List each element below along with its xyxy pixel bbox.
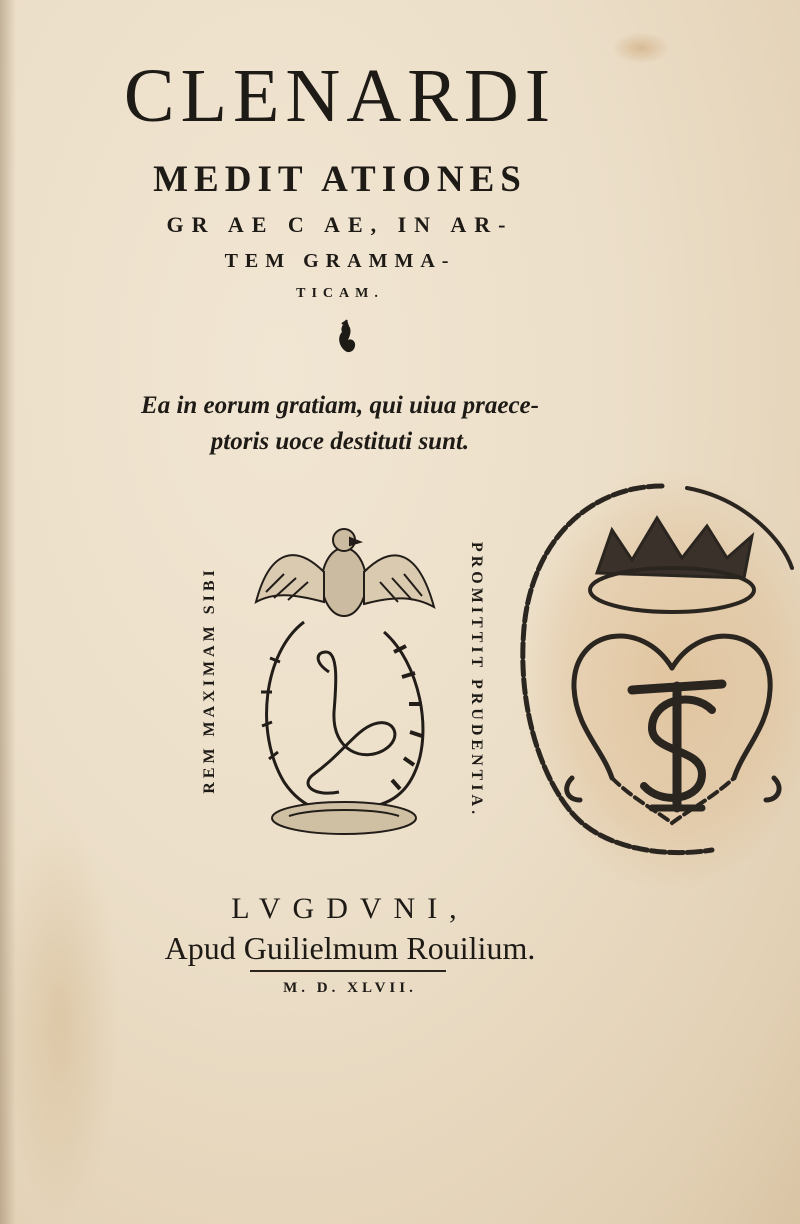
title-line-4: TICAM. (296, 286, 384, 301)
crowned-monogram-stamp-icon (512, 478, 800, 858)
imprint-place: LVGDVNI, (231, 892, 469, 925)
paper-stain (0, 820, 120, 1220)
motto-right: PROMITTIT PRUDENTIA. (468, 541, 485, 819)
motto-left: REM MAXIMAM SIBI (201, 566, 218, 794)
imprint-rule (250, 970, 446, 972)
eagle-serpent-device-icon (244, 512, 444, 852)
author-title: CLENARDI (123, 54, 557, 138)
title-line-3: TEM GRAMMA- (224, 250, 456, 272)
subtitle-line-2: ptoris uoce destituti sunt. (210, 428, 470, 455)
imprint-printer: Apud Guilielmum Rouilium. (164, 930, 536, 966)
title-line-2: GR AE C AE, IN AR- (166, 212, 514, 237)
leaf-ornament-icon (332, 316, 362, 356)
subtitle-line-1: Ea in eorum gratiam, qui uiua praece- (141, 392, 539, 419)
title-line-1: MEDIT ATIONES (153, 159, 527, 200)
imprint-date: M. D. XLVII. (283, 980, 417, 996)
